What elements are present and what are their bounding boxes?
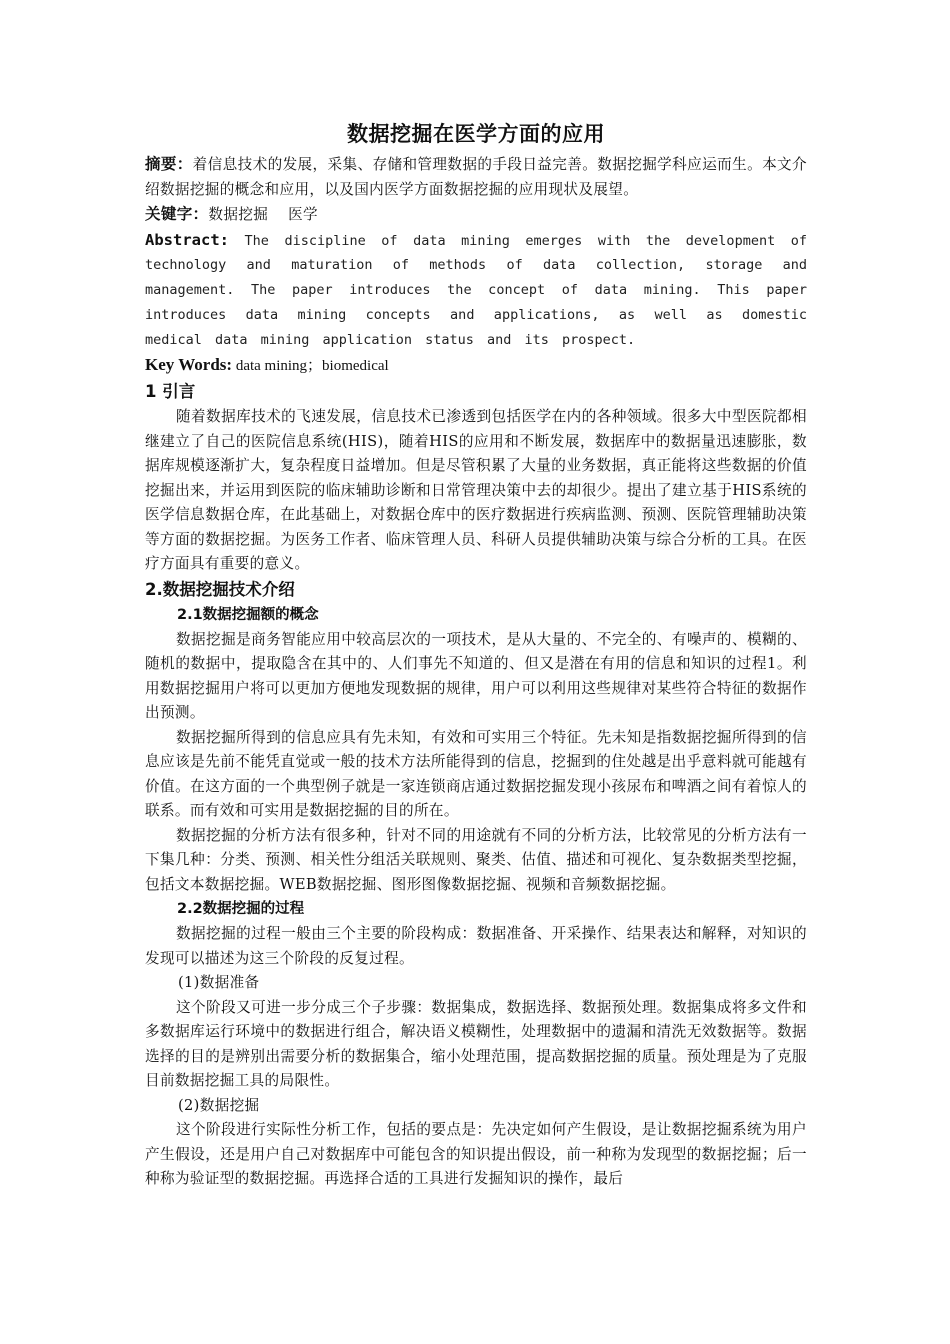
abstract-en-label: Abstract: bbox=[145, 230, 229, 249]
abstract-cn bbox=[145, 152, 807, 202]
paper-title: 数据挖掘在医学方面的应用 bbox=[347, 122, 605, 146]
abstract-en bbox=[145, 228, 807, 353]
keywords-cn-text: 数据挖掘 医学 bbox=[208, 206, 319, 223]
abstract-cn-text: 着信息技术的发展，采集、存储和管理数据的手段日益完善。数据挖掘学科应运而生。本文介绍数据挖掘的概念和应用，以及国内医学方面数据挖掘的应用现状及展望。 bbox=[145, 156, 807, 198]
section-2-2-heading: 2.2数据挖掘的过程 bbox=[177, 901, 305, 918]
section-1-paragraph: 随着数据库技术的飞速发展，信息技术已渗透到包括医学在内的各种领域。很多大中型医院都相继建立了自己的医院信息系统(HIS)，随着HIS的应用和不断发展，数据库中的数据量迅速膨胀，数据库规模逐渐扩大，复杂程度日益增加。但是尽管积累了大量的业务数据，真正能将这些数据的价值挖掘出来，并运用到医院的临床辅助诊断和日常管理决策中去的却很少。提出了建立基于HIS系统的医学信息数据仓库，在此基础上，对数据仓库中的医疗数据进行疾病监测、预测、医院管理辅助决策等方面的数据挖掘。为医务工作者、临床管理人员、科研人员提供辅助决策与综合分析的工具。在医疗方面具有重要的意义。 bbox=[145, 408, 807, 573]
section-2-1-heading: 2.1数据挖掘额的概念 bbox=[177, 606, 319, 623]
keywords-en bbox=[145, 352, 807, 379]
keywords-cn-label: 关键字： bbox=[145, 205, 209, 223]
step-1-label: (1)数据准备 bbox=[178, 974, 260, 992]
keywords-en-label: Key Words: bbox=[145, 355, 233, 375]
document-page bbox=[145, 120, 807, 1192]
step-2-label: (2)数据挖掘 bbox=[178, 1096, 260, 1114]
keywords-en-text: data mining；biomedical bbox=[235, 358, 389, 375]
step-2-text: 这个阶段进行实际性分析工作，包括的要点是：先决定如何产生假设，是让数据挖掘系统为用户产生假设，还是用户自己对数据库中可能包含的知识提出假设，前一种称为发现型的数据挖掘；后一种称为验证型的数据挖掘。再选择合适的工具进行发掘知识的操作，最后 bbox=[145, 1121, 807, 1188]
section-2-heading: 2.数据挖掘技术介绍 bbox=[145, 579, 295, 599]
section-2-2-intro: 数据挖掘的过程一般由三个主要的阶段构成：数据准备、开采操作、结果表达和解释，对知识的发现可以描述为这三个阶段的反复过程。 bbox=[145, 925, 807, 967]
abstract-en-text: The discipline of data mining emerges with the development of technology and maturation of methods of data collection, storage and management. The paper introduces the concept of data mining. This paper introduces data mining concepts and applications, as well as domestic medical data mining application status and its prospect. bbox=[145, 232, 807, 348]
section-2-1-paragraph: 数据挖掘是商务智能应用中较高层次的一项技术，是从大量的、不完全的、有噪声的、模糊的、随机的数据中，提取隐含在其中的、人们事先不知道的、但又是潜在有用的信息和知识的过程1。利用数据挖掘用户将可以更加方便地发现数据的规律，用户可以利用这些规律对某些符合特征的数据作出预测。 bbox=[145, 630, 807, 722]
section-2-1-paragraph: 数据挖掘所得到的信息应具有先未知，有效和可实用三个特征。先未知是指数据挖掘所得到的信息应该是先前不能凭直觉或一般的技术方法所能得到的信息，挖掘到的住处越是出乎意料就可能越有价值。在这方面的一个典型例子就是一家连锁商店通过数据挖掘发现小孩尿布和啤酒之间有着惊人的联系。而有效和可实用是数据挖掘的目的所在。 bbox=[145, 728, 807, 820]
abstract-cn-label: 摘要： bbox=[145, 155, 193, 173]
step-1-text: 这个阶段又可进一步分成三个子步骤：数据集成，数据选择、数据预处理。数据集成将多文件和多数据库运行环境中的数据进行组合，解决语义模糊性，处理数据中的遗漏和清洗无效数据等。数据选择的目的是辨别出需要分析的数据集合，缩小处理范围，提高数据挖掘的质量。预处理是为了克服目前数据挖掘工具的局限性。 bbox=[145, 998, 807, 1090]
section-1-heading: 1 引言 bbox=[145, 382, 196, 402]
section-2-1-paragraph: 数据挖掘的分析方法有很多种，针对不同的用途就有不同的分析方法，比较常见的分析方法有一下集几种：分类、预测、相关性分组活关联规则、聚类、估值、描述和可视化、复杂数据类型挖掘，包括文本数据挖掘。WEB数据挖掘、图形图像数据挖掘、视频和音频数据挖掘。 bbox=[145, 826, 807, 893]
keywords-cn bbox=[145, 202, 807, 228]
